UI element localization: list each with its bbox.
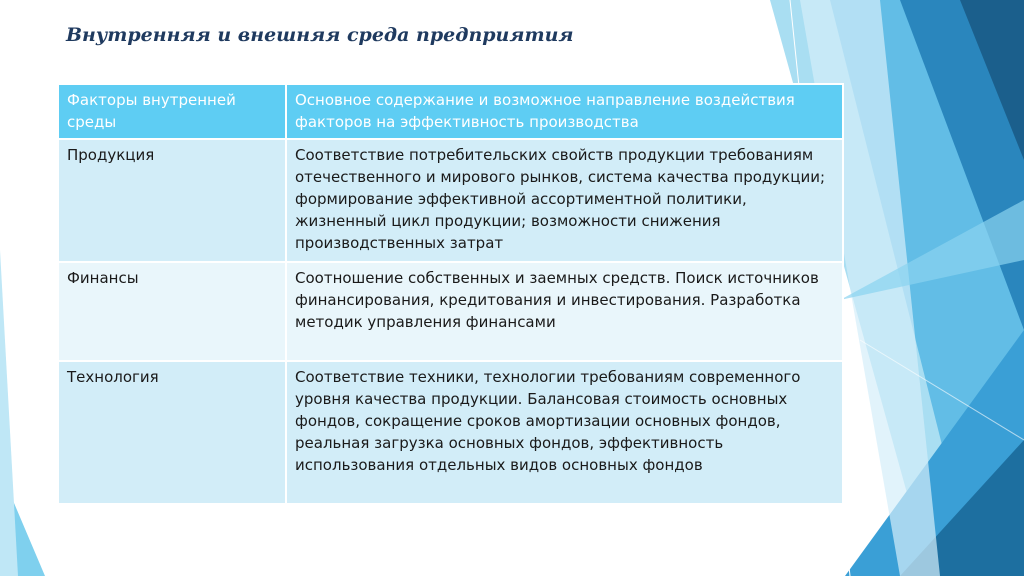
table-row (58, 262, 843, 361)
table-row (58, 139, 843, 262)
table-row (58, 361, 843, 504)
factors-table (57, 83, 844, 505)
factor-cell: Продукция (58, 139, 286, 262)
factor-cell: Технология (58, 361, 286, 504)
content-cell: Соотношение собственных и заемных средств. Поиск источников финансирования, кредитования и инвестирования. Разработка методик управления финансами (286, 262, 843, 361)
table-header-row (58, 84, 843, 139)
content-cell: Соответствие потребительских свойств продукции требованиям отечественного и мирового рынков, система качества продукции; формирование эффективной ассортиментной политики, жизненный цикл продукции; возможности снижения производственных затрат (286, 139, 843, 262)
header-cell-factors: Факторы внутренней среды (58, 84, 286, 139)
page-title: Внутренняя и внешняя среда предприятия (66, 24, 574, 46)
header-cell-content: Основное содержание и возможное направление воздействия факторов на эффективность производства (286, 84, 843, 139)
content-cell: Соответствие техники, технологии требованиям современного уровня качества продукции. Балансовая стоимость основных фондов, сокращение сроков амортизации основных фондов, реальная загрузка основных фондов, эффективность использования отдельных видов основных фондов (286, 361, 843, 504)
factor-cell: Финансы (58, 262, 286, 361)
